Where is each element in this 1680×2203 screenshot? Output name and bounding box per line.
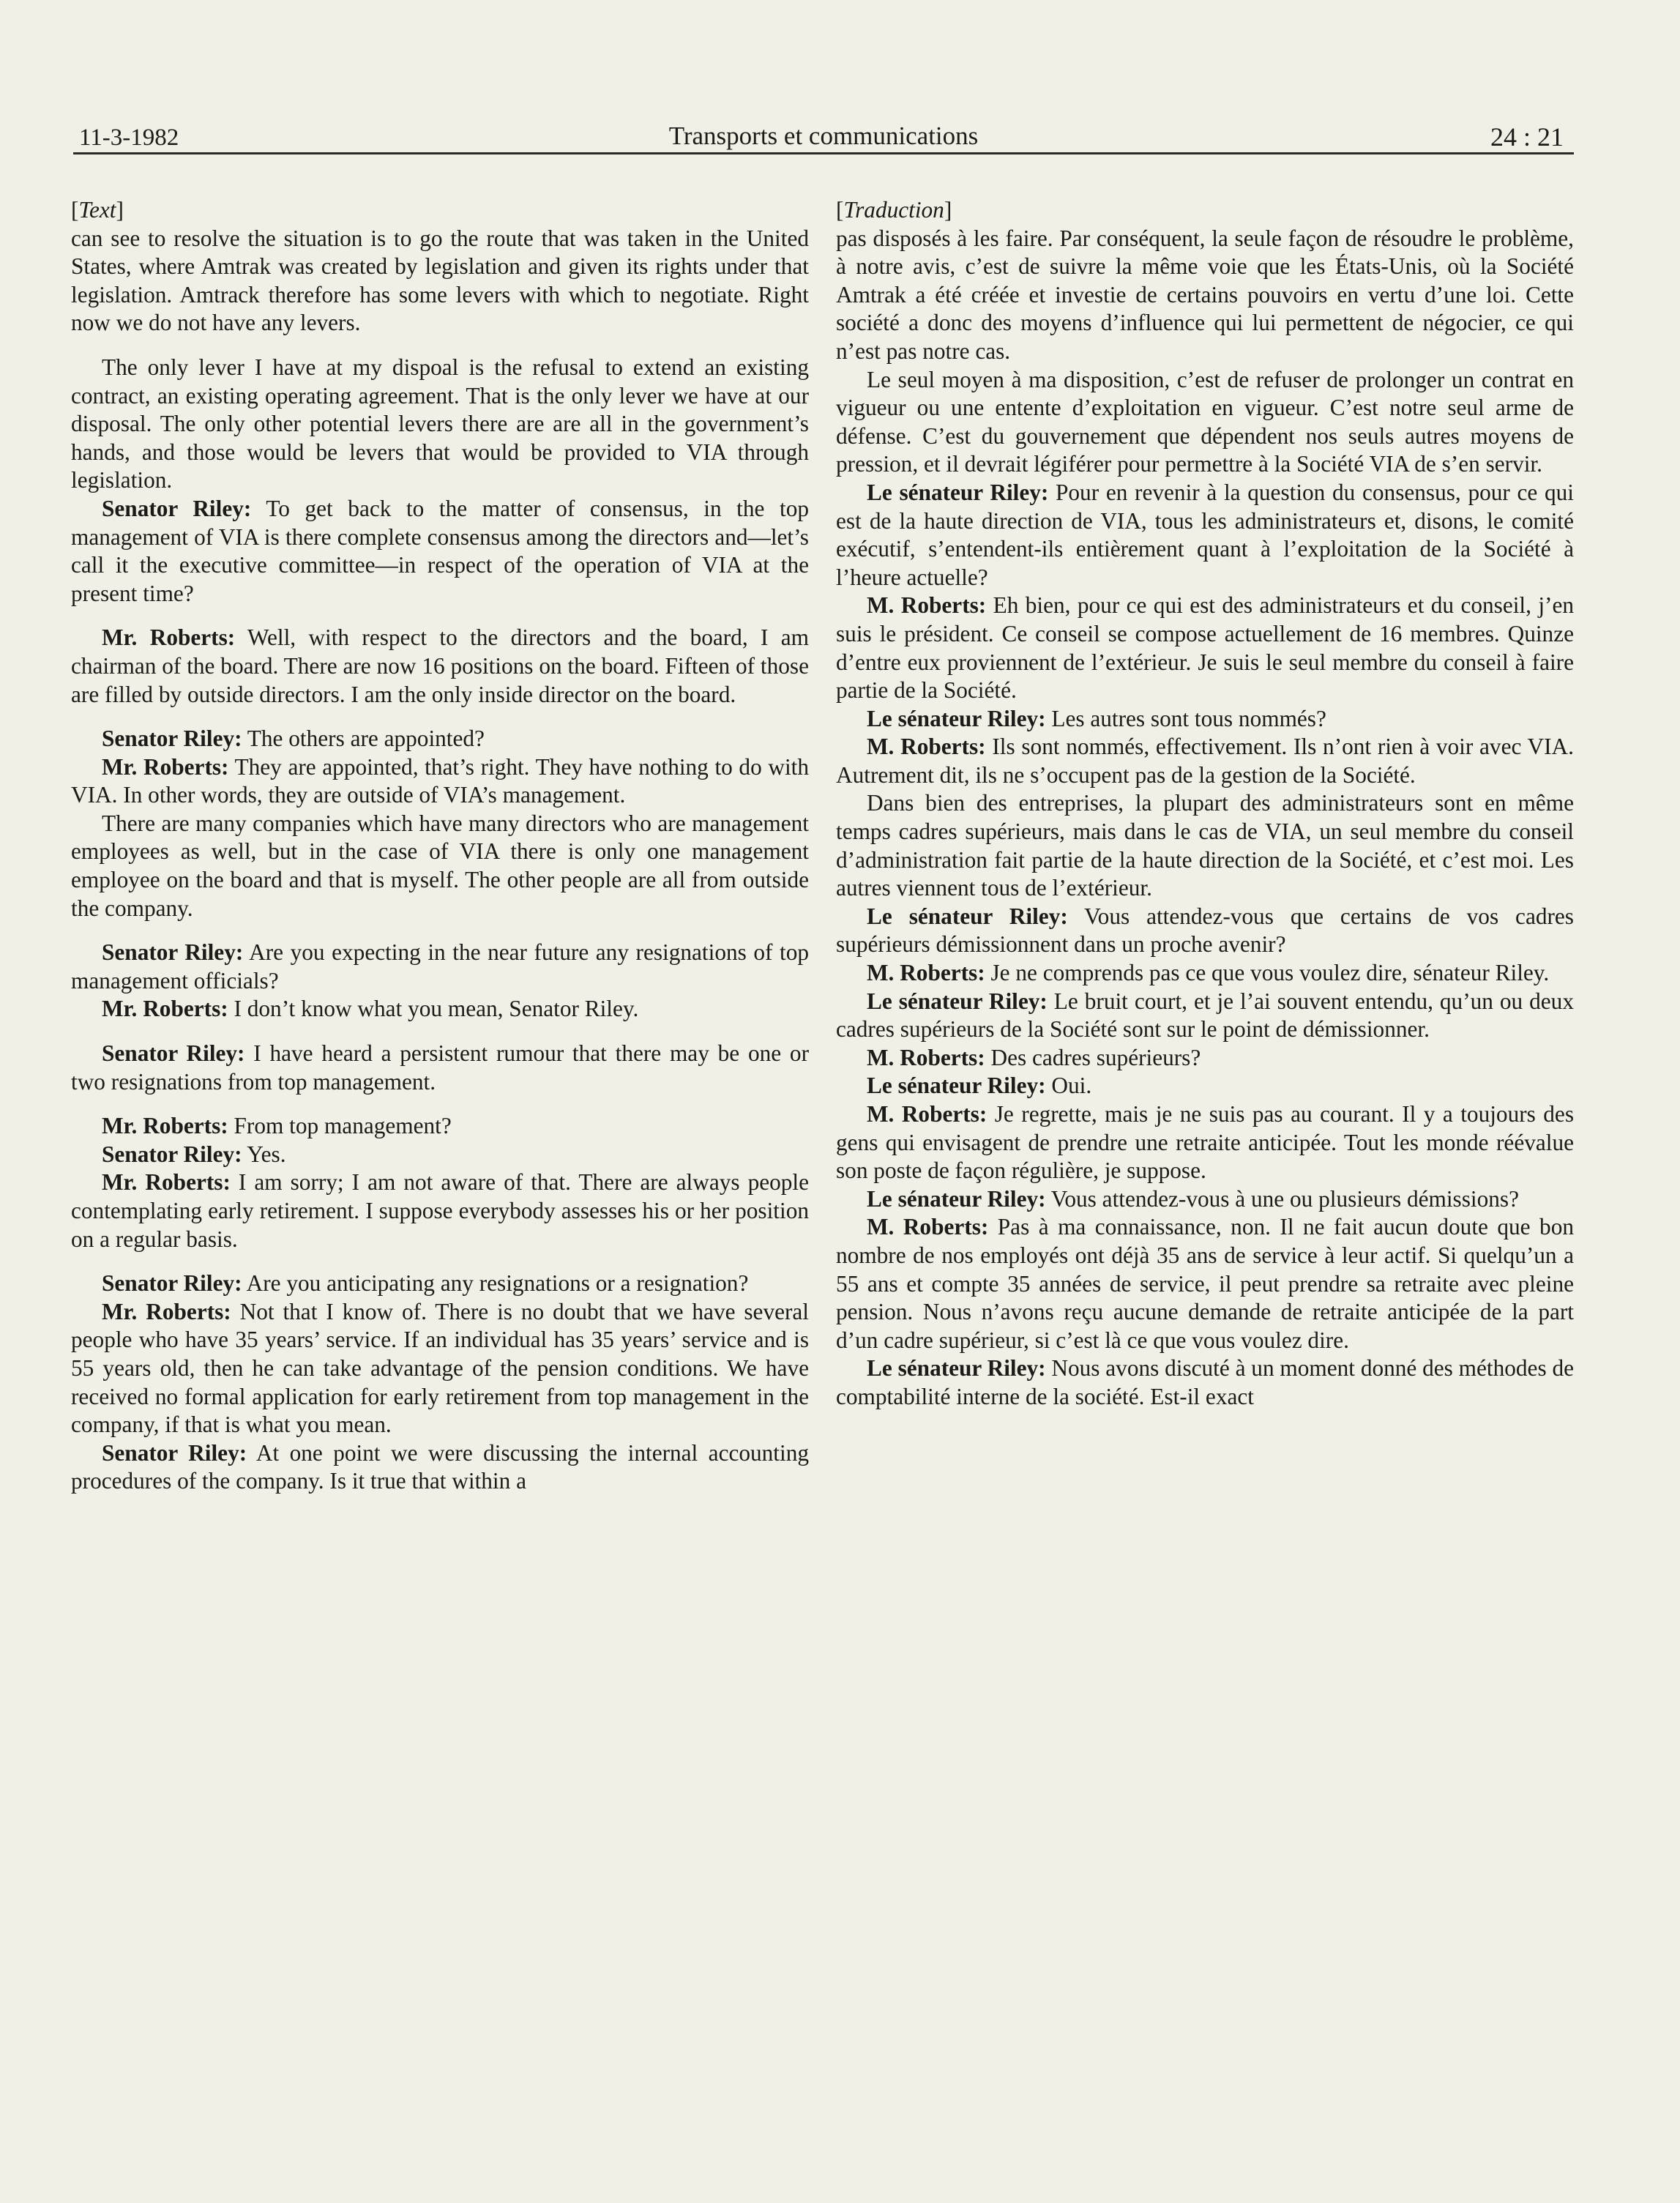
paragraph-text: From top management? — [228, 1113, 452, 1139]
paragraph — [836, 479, 1574, 592]
paragraph-text: They are appointed, that’s right. They have nothing to do with VIA. In other words, they are outside of VIA’s management. — [71, 753, 809, 808]
speaker-name: M. Roberts: — [867, 1101, 988, 1127]
speaker-name: Le sénateur Riley: — [867, 1073, 1046, 1099]
paragraph — [71, 939, 809, 995]
paragraph — [71, 1439, 809, 1496]
paragraph — [71, 810, 809, 922]
paragraph — [836, 959, 1574, 988]
speaker-name: M. Roberts: — [867, 960, 985, 986]
paragraph — [836, 1354, 1574, 1411]
paragraph — [836, 1072, 1574, 1100]
paragraph-text: The others are appointed? — [242, 726, 485, 752]
paragraph-text: Des cadres supérieurs? — [985, 1044, 1201, 1070]
paragraph — [71, 1112, 809, 1141]
paragraph-text: I have heard a persistent rumour that there may be one or two resignations from top management. — [71, 1040, 809, 1095]
paragraph-text: Well, with respect to the directors and the board, I am chairman of the board. There are now 16 positions on the board. Fifteen of those are filled by outside directors. I am the only inside director on the board. — [71, 625, 809, 707]
paragraph-text: pas disposés à les faire. Par conséquent, la seule façon de résoudre le problème, à notre avis, c’est de suivre la même voie que les États-Unis, où la Société Amtrak a été créée et investie de certains pouvoirs en vertu d’une loi. Cette société a donc des moyens d’influence qui lui permettent de négocier, ce qui n’est pas notre cas. — [836, 225, 1574, 364]
paragraph — [71, 1298, 809, 1439]
paragraph — [836, 733, 1574, 789]
paragraph — [836, 705, 1574, 734]
speaker-name: M. Roberts: — [867, 1044, 985, 1070]
paragraph-text: Pour en revenir à la question du consensus, pour ce qui est de la haute direction de VIA, tous les administrateurs et, disons, le comité exécutif, s’entendent-ils entièrement quant à l’exploitation de la Société à l’heure actuelle? — [836, 479, 1574, 590]
paragraph — [836, 1185, 1574, 1214]
speaker-name: M. Roberts: — [867, 1214, 989, 1240]
speaker-name: Senator Riley: — [102, 939, 244, 966]
speaker-name: Mr. Roberts: — [102, 1169, 231, 1196]
paragraph-text: Je regrette, mais je ne suis pas au courant. Il y a toujours des gens qui envisagent de prendre une retraite anticipée. Tout les monde réévalue son poste de façon régulière, je suppose. — [836, 1101, 1574, 1184]
paragraph-text: The only lever I have at my dispoal is the refusal to extend an existing contract, an existing operating agreement. That is the only lever we have at our disposal. The only other potential levers there are are all in the government’s hands, and those would be levers that would be provided to VIA through legislation. — [71, 354, 809, 493]
paragraph — [836, 1100, 1574, 1185]
paragraph-text: Ils sont nommés, effectivement. Ils n’ont rien à voir avec VIA. Autrement dit, ils ne s’occupent pas de la gestion de la Société. — [836, 734, 1574, 788]
right-column — [836, 196, 1574, 1412]
speaker-name: Le sénateur Riley: — [867, 479, 1049, 505]
paragraph-text: Yes. — [242, 1141, 286, 1167]
speaker-name: Le sénateur Riley: — [867, 1355, 1046, 1382]
paragraph-text: To get back to the matter of consensus, in the top management of VIA is there complete consensus among the directors and—let’s call it the executive committee—in respect of the operation of VIA at the present time? — [71, 495, 809, 606]
speaker-name: Mr. Roberts: — [102, 996, 228, 1022]
paragraph-text: Nous avons discuté à un moment donné des méthodes de comptabilité interne de la société. Est-il exact — [836, 1355, 1574, 1409]
right-paragraphs — [836, 225, 1574, 1412]
speaker-name: Mr. Roberts: — [102, 1298, 231, 1324]
paragraph-text: Oui. — [1045, 1073, 1092, 1099]
paragraph — [71, 495, 809, 608]
paragraph-text: Le bruit court, et je l’ai souvent entendu, qu’un ou deux cadres supérieurs de la Société sont sur le point de démissionner. — [836, 988, 1574, 1043]
paragraph — [71, 624, 809, 709]
paragraph-text: can see to resolve the situation is to go the route that was taken in the United States, where Amtrak was created by legislation and given its rights under that legislation. Amtrack therefore has some levers with which to negotiate. Right now we do not have any levers. — [71, 225, 809, 336]
paragraph — [836, 592, 1574, 704]
speaker-name: Mr. Roberts: — [102, 753, 229, 780]
speaker-name: Le sénateur Riley: — [867, 988, 1048, 1014]
paragraph-text: Les autres sont tous nommés? — [1045, 705, 1326, 731]
paragraph — [71, 225, 809, 338]
paragraph-text: Are you expecting in the near future any resignations of top management officials? — [71, 939, 809, 994]
speaker-name: Le sénateur Riley: — [867, 903, 1068, 929]
paragraph — [71, 1040, 809, 1096]
paragraph-text: Dans bien des entreprises, la plupart des administrateurs sont en même temps cadres supérieurs, mais dans le cas de VIA, un seul membre du conseil d’administration fait partie de la haute direction de la Société, et c’est moi. Les autres viennent tous de l’extérieur. — [836, 790, 1574, 901]
paragraph-text: Eh bien, pour ce qui est des administrateurs et du conseil, j’en suis le président. Ce conseil se compose actuellement de 16 membres. Quinze d’entre eux proviennent de l’extérieur. Je suis le seul membre du conseil à faire partie de la Société. — [836, 592, 1574, 704]
speaker-name: Senator Riley: — [102, 1270, 242, 1297]
paragraph — [836, 1213, 1574, 1354]
speaker-name: Mr. Roberts: — [102, 1113, 228, 1139]
paragraph — [71, 753, 809, 810]
paragraph — [71, 725, 809, 753]
speaker-name: Senator Riley: — [102, 1040, 245, 1067]
column-label: [Text] — [71, 197, 124, 223]
paragraph-text: At one point we were discussing the internal accounting procedures of the company. Is it true that within a — [71, 1439, 809, 1494]
paragraph-text: I am sorry; I am not aware of that. There are always people contemplating early retirement. I suppose everybody assesses his or her position on a regular basis. — [71, 1169, 809, 1252]
paragraph — [71, 1270, 809, 1298]
speaker-name: M. Roberts: — [867, 592, 987, 619]
header-title: Transports et communications — [668, 122, 979, 150]
paragraph-text: Not that I know of. There is no doubt that we have several people who have 35 years’ service. If an individual has 35 years’ service and is 55 years old, then he can take advantage of the pension conditions. We have received no formal application for early retirement from top management in the company, if that is what you mean. — [71, 1298, 809, 1438]
paragraph — [836, 366, 1574, 479]
paragraph — [836, 789, 1574, 902]
paragraph — [836, 903, 1574, 959]
column-label: [Traduction] — [836, 197, 952, 223]
paragraph-text: Pas à ma connaissance, non. Il ne fait aucun doute que bon nombre de nos employés ont déjà 35 ans de service à leur actif. Si quelqu’un a 55 ans et compte 35 années de service, il peut prendre sa retraite avec pleine pension. Nous n’avons reçu aucune demande de retraite anticipée de la part d’un cadre supérieur, si c’est là ce que vous voulez dire. — [836, 1214, 1574, 1353]
speaker-name: Senator Riley: — [102, 1439, 247, 1466]
paragraph — [71, 1168, 809, 1253]
speaker-name: Senator Riley: — [102, 495, 252, 521]
header-page-number: 24 : 21 — [1490, 122, 1564, 152]
left-paragraphs — [71, 225, 809, 1496]
speaker-name: M. Roberts: — [867, 734, 986, 760]
paragraph — [71, 995, 809, 1024]
paragraph-text: I don’t know what you mean, Senator Riley. — [228, 996, 639, 1022]
speaker-name: Le sénateur Riley: — [867, 705, 1046, 731]
paragraph-text: There are many companies which have many directors who are management employees as well, but in the case of VIA there is only one management employee on the board and that is myself. The other people are all from outside the company. — [71, 810, 809, 921]
speaker-name: Senator Riley: — [102, 1141, 242, 1167]
paragraph-text: Vous attendez-vous que certains de vos cadres supérieurs démissionnent dans un proche avenir? — [836, 903, 1574, 958]
paragraph-text: Je ne comprends pas ce que vous voulez dire, sénateur Riley. — [985, 960, 1550, 986]
paragraph — [836, 988, 1574, 1044]
speaker-name: Senator Riley: — [102, 726, 242, 752]
left-column — [71, 196, 809, 1496]
paragraph-text: Are you anticipating any resignations or a resignation? — [242, 1270, 749, 1297]
running-header — [73, 116, 1574, 154]
header-date: 11-3-1982 — [79, 124, 179, 151]
paragraph-text: Le seul moyen à ma disposition, c’est de refuser de prolonger un contrat en vigueur ou une entente d’exploitation en vigueur. C’est notre seul arme de défense. C’est du gouvernement que dépendent nos seuls autres moyens de pression, et il devrait légiférer pour permettre à la Société VIA de s’en servir. — [836, 366, 1574, 477]
paragraph — [71, 1141, 809, 1169]
speaker-name: Mr. Roberts: — [102, 625, 236, 651]
paragraph-text: Vous attendez-vous à une ou plusieurs démissions? — [1045, 1185, 1519, 1212]
paragraph — [71, 354, 809, 495]
paragraph — [836, 1044, 1574, 1073]
paragraph — [836, 225, 1574, 366]
speaker-name: Le sénateur Riley: — [867, 1185, 1046, 1212]
